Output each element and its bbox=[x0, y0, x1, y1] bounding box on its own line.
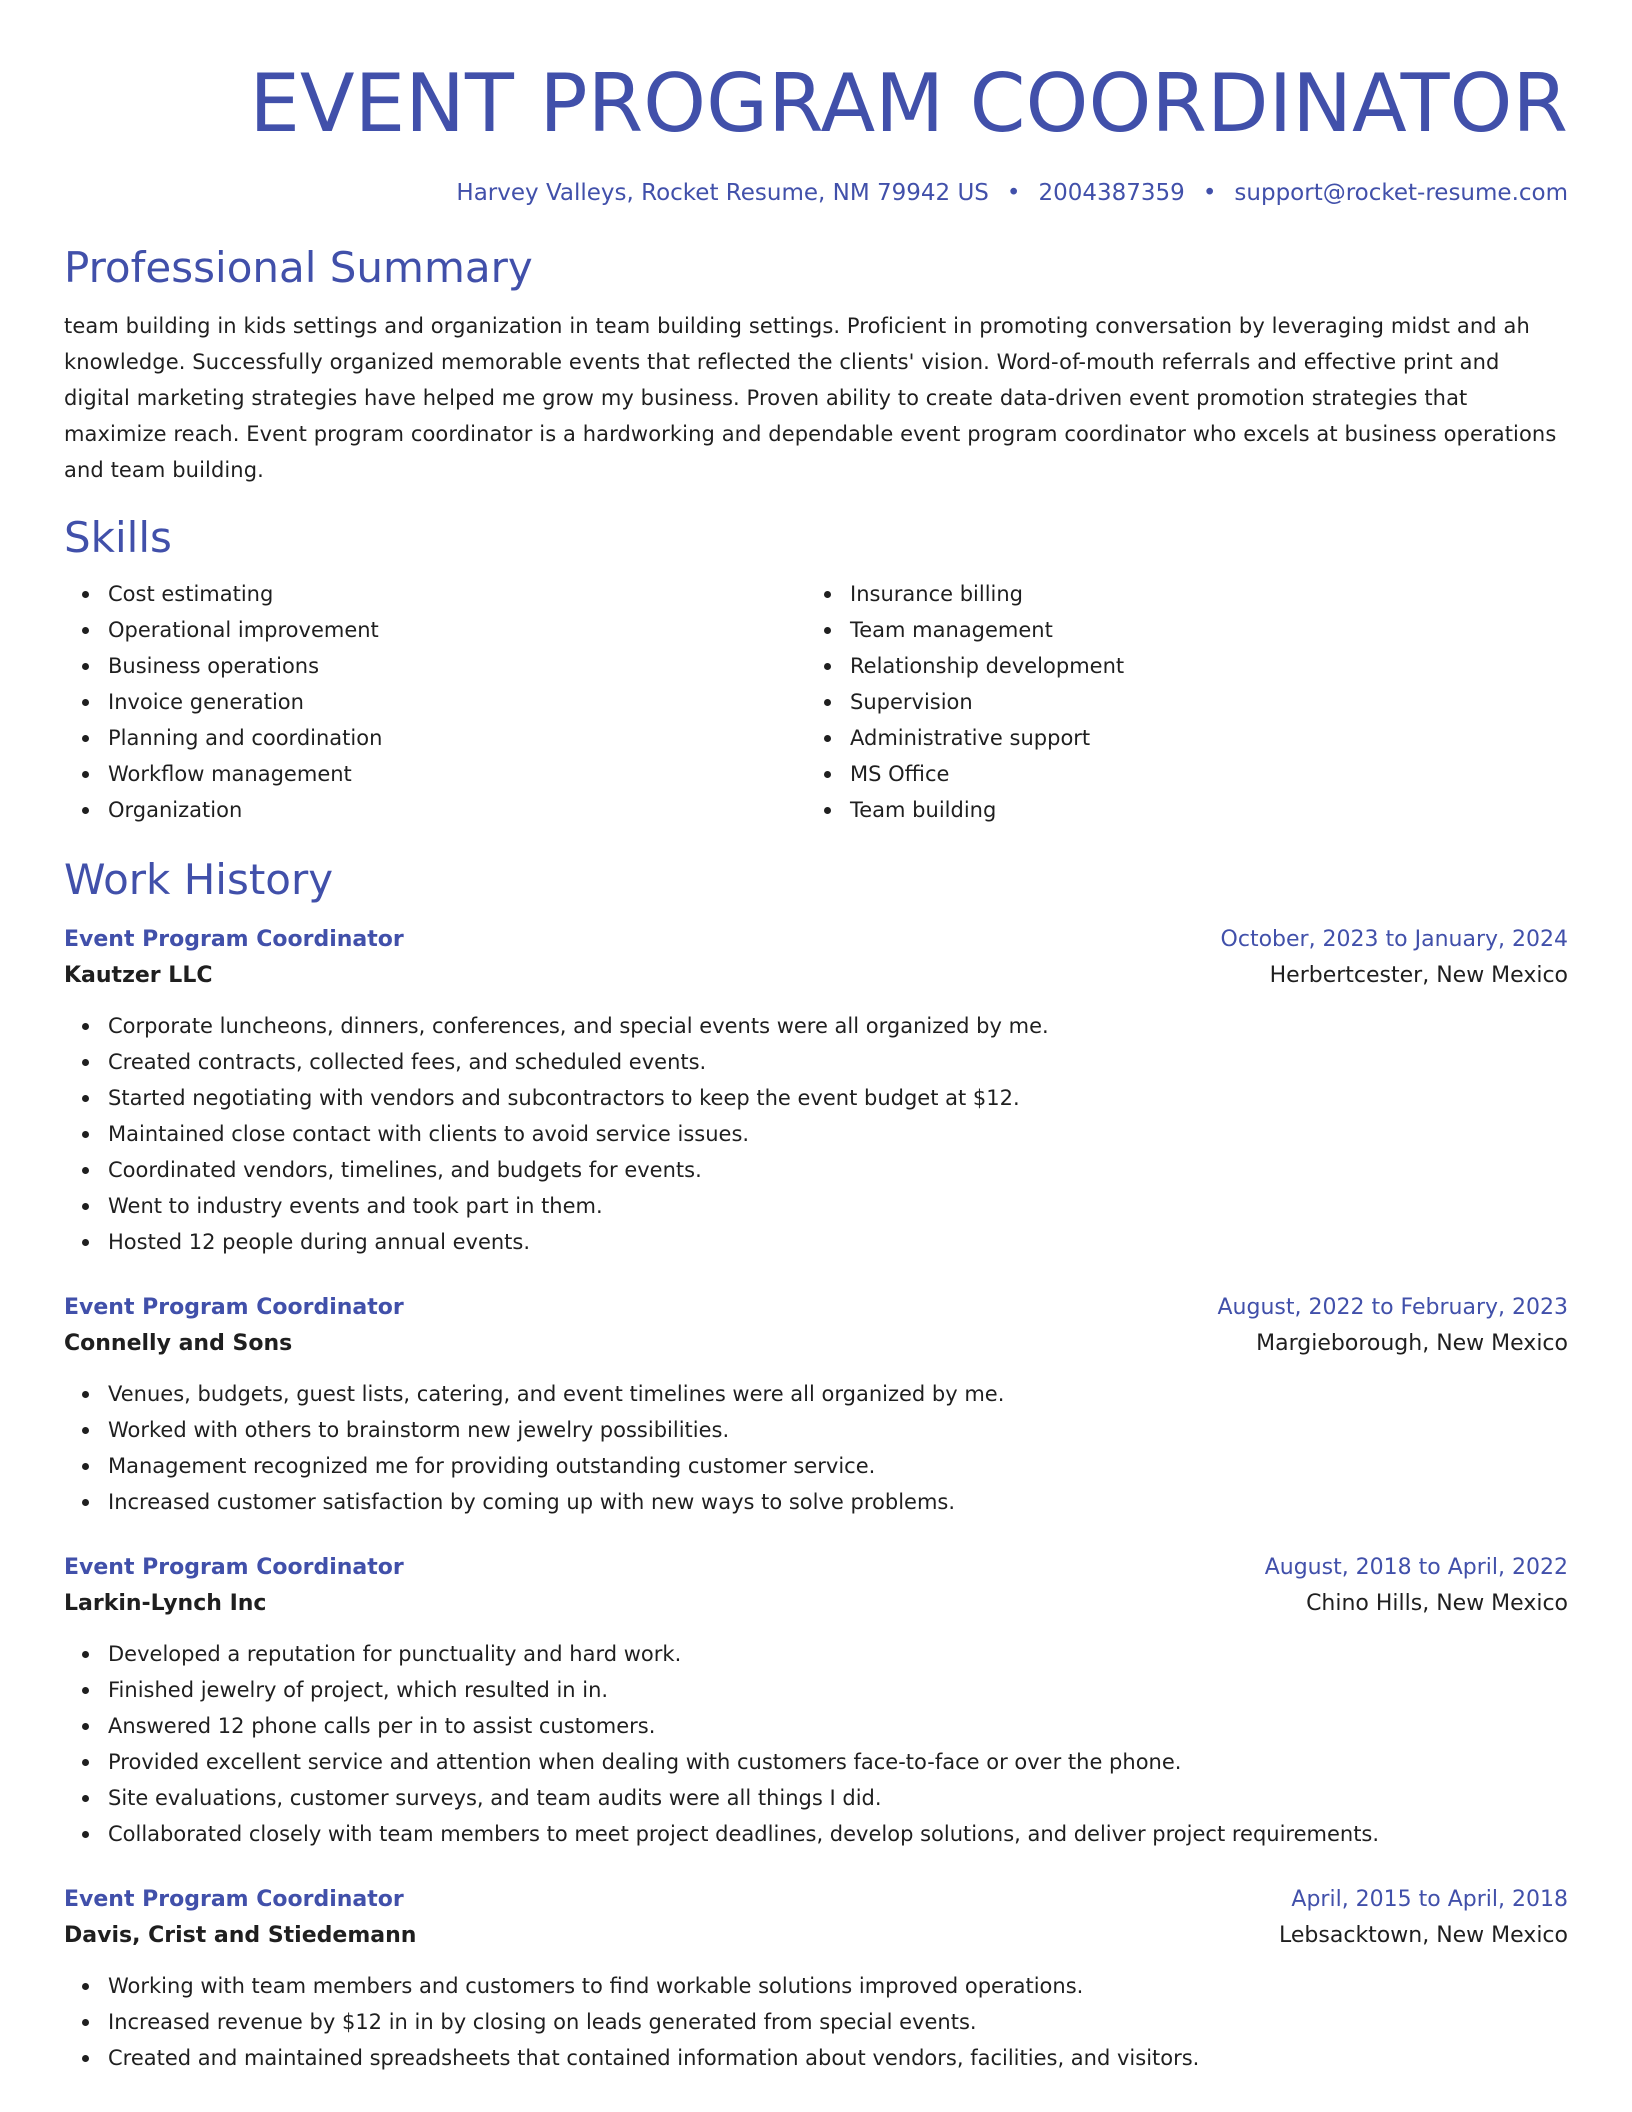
job-location: Margieborough, New Mexico bbox=[1256, 1331, 1568, 1356]
job-bullet: Hosted 12 people during annual events. bbox=[64, 1224, 1568, 1260]
job-title: Event Program Coordinator bbox=[64, 927, 404, 952]
job-bullet: Coordinated vendors, timelines, and budgets for events. bbox=[64, 1152, 1568, 1188]
skill-item: Relationship development bbox=[806, 648, 1548, 684]
job-bullet: Working with team members and customers to find workable solutions improved operations. bbox=[64, 1968, 1568, 2004]
skill-item: Planning and coordination bbox=[64, 720, 806, 756]
job-bullet: Went to industry events and took part in them. bbox=[64, 1188, 1568, 1224]
job-bullet: Created and maintained spreadsheets that contained information about vendors, facilities, and visitors. bbox=[64, 2040, 1568, 2076]
job-entry bbox=[64, 1882, 1568, 2076]
skills-column-right bbox=[806, 576, 1548, 828]
job-bullet: Corporate luncheons, dinners, conferences, and special events were all organized by me. bbox=[64, 1008, 1568, 1044]
job-location: Herbertcester, New Mexico bbox=[1269, 963, 1568, 988]
job-bullet: Collaborated closely with team members to meet project deadlines, develop solutions, and deliver project requirements. bbox=[64, 1816, 1568, 1852]
job-location: Chino Hills, New Mexico bbox=[1306, 1591, 1568, 1616]
summary-section-title: Professional Summary bbox=[64, 243, 533, 292]
job-bullets bbox=[64, 1376, 1568, 1520]
skill-item: Team building bbox=[806, 792, 1548, 828]
skill-item: MS Office bbox=[806, 756, 1548, 792]
job-bullet: Site evaluations, customer surveys, and team audits were all things I did. bbox=[64, 1780, 1568, 1816]
job-bullet: Answered 12 phone calls per in to assist customers. bbox=[64, 1708, 1568, 1744]
skill-item: Invoice generation bbox=[64, 684, 806, 720]
job-company: Larkin-Lynch Inc bbox=[64, 1591, 267, 1616]
job-bullet: Increased revenue by $12 in in by closing on leads generated from special events. bbox=[64, 2004, 1568, 2040]
contact-phone: 2004387359 bbox=[1038, 180, 1185, 206]
job-title: Event Program Coordinator bbox=[64, 1555, 404, 1580]
job-dates: April, 2015 to April, 2018 bbox=[1291, 1887, 1568, 1912]
job-company: Connelly and Sons bbox=[64, 1331, 293, 1356]
skill-item: Cost estimating bbox=[64, 576, 806, 612]
skills-section-title: Skills bbox=[64, 513, 172, 562]
job-bullet: Created contracts, collected fees, and scheduled events. bbox=[64, 1044, 1568, 1080]
job-title: Event Program Coordinator bbox=[64, 1887, 404, 1912]
skill-item: Organization bbox=[64, 792, 806, 828]
summary-text: team building in kids settings and organization in team building settings. Proficient in promoting conversation by leveraging midst and ah knowledge. Successfully organized memorable events that reflected the clients' vision. Word-of-mouth referrals and effective print and digital marketing strategies have helped me grow my business. Proven ability to create data-driven event promotion strategies that maximize reach. Event program coordinator is a hardworking and dependable event program coordinator who excels at business operations and team building. bbox=[64, 314, 1557, 482]
job-bullet: Finished jewelry of project, which resulted in in. bbox=[64, 1672, 1568, 1708]
skill-item: Insurance billing bbox=[806, 576, 1548, 612]
job-dates: August, 2022 to February, 2023 bbox=[1217, 1295, 1568, 1320]
job-bullets bbox=[64, 1008, 1568, 1260]
contact-separator: • bbox=[1006, 180, 1021, 206]
job-dates: October, 2023 to January, 2024 bbox=[1220, 927, 1568, 952]
job-company: Kautzer LLC bbox=[64, 963, 213, 988]
job-bullet: Worked with others to brainstorm new jewelry possibilities. bbox=[64, 1412, 1568, 1448]
skill-item: Team management bbox=[806, 612, 1548, 648]
job-bullet: Provided excellent service and attention when dealing with customers face-to-face or over the phone. bbox=[64, 1744, 1568, 1780]
contact-separator: • bbox=[1202, 180, 1217, 206]
skill-item: Operational improvement bbox=[64, 612, 806, 648]
skills-column-left bbox=[64, 576, 806, 828]
job-title: Event Program Coordinator bbox=[64, 1295, 404, 1320]
contact-email: support@rocket-resume.com bbox=[1234, 180, 1568, 206]
skill-item: Business operations bbox=[64, 648, 806, 684]
job-bullet: Increased customer satisfaction by coming up with new ways to solve problems. bbox=[64, 1484, 1568, 1520]
resume-name-heading: EVENT PROGRAM COORDINATOR bbox=[249, 57, 1568, 150]
skills-list bbox=[64, 576, 1568, 828]
skill-item: Supervision bbox=[806, 684, 1548, 720]
job-bullet: Started negotiating with vendors and subcontractors to keep the event budget at $12. bbox=[64, 1080, 1568, 1116]
job-location: Lebsacktown, New Mexico bbox=[1279, 1923, 1568, 1948]
job-bullets bbox=[64, 1636, 1568, 1852]
skill-item: Workflow management bbox=[64, 756, 806, 792]
job-entry bbox=[64, 1550, 1568, 1852]
job-dates: August, 2018 to April, 2022 bbox=[1264, 1555, 1568, 1580]
job-entry bbox=[64, 1290, 1568, 1520]
job-bullets bbox=[64, 1968, 1568, 2076]
job-company: Davis, Crist and Stiedemann bbox=[64, 1923, 417, 1948]
job-bullet: Venues, budgets, guest lists, catering, and event timelines were all organized by me. bbox=[64, 1376, 1568, 1412]
job-bullet: Management recognized me for providing outstanding customer service. bbox=[64, 1448, 1568, 1484]
skill-item: Administrative support bbox=[806, 720, 1548, 756]
job-bullet: Developed a reputation for punctuality and hard work. bbox=[64, 1636, 1568, 1672]
work-history-section-title: Work History bbox=[64, 855, 334, 904]
resume-page bbox=[64, 54, 1568, 2076]
job-entry bbox=[64, 922, 1568, 1260]
contact-line bbox=[64, 178, 1568, 208]
contact-address: Harvey Valleys, Rocket Resume, NM 79942 US bbox=[456, 180, 989, 206]
job-bullet: Maintained close contact with clients to avoid service issues. bbox=[64, 1116, 1568, 1152]
